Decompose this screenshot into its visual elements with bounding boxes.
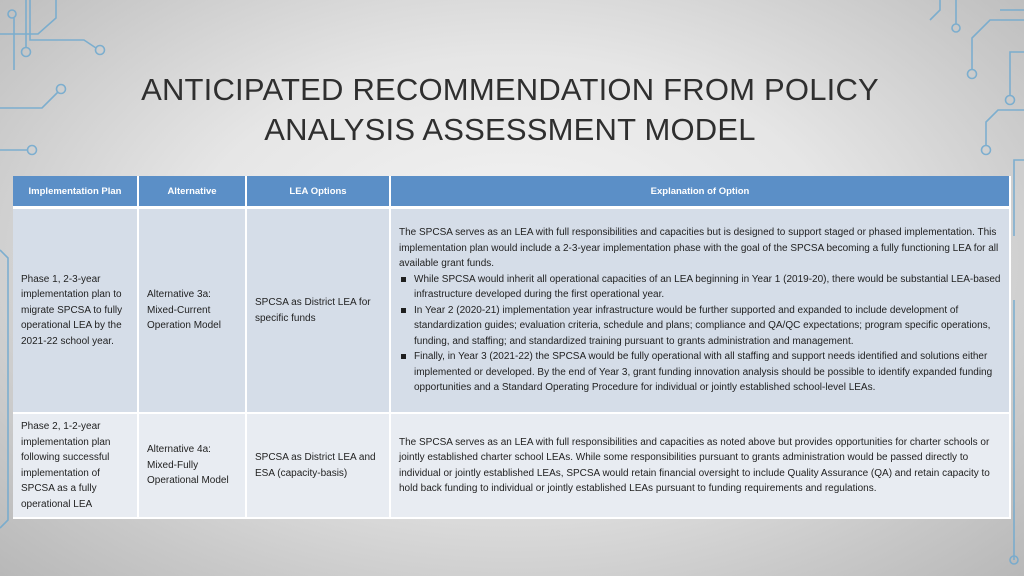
cell-lea-option: SPCSA as District LEA for specific funds — [247, 209, 391, 414]
header-lea-options: LEA Options — [247, 176, 391, 209]
bullet-text: In Year 2 (2020-21) implementation year infrastructure would be further supported and expanded to include development of standardization guides; evaluation criteria, schedule and plans; compliance and QA/QC expectations; program specific operations, funding, and staffing; and standardized training pursuant to grants administration and management. — [414, 304, 991, 347]
title-line-2: ANALYSIS ASSESSMENT MODEL — [264, 112, 756, 147]
bullet-text: While SPCSA would inherit all operational capacities of an LEA beginning in Year 1 (2019-20), there would be substantial LEA-based infrastructure developed during the first operational year. — [414, 273, 1001, 301]
cell-alternative: Alternative 3a: Mixed-Current Operation Model — [139, 209, 247, 414]
cell-explanation — [391, 414, 1011, 519]
title-line-1: ANTICIPATED RECOMMENDATION FROM POLICY — [141, 72, 879, 107]
cell-plan: Phase 1, 2-3-year implementation plan to migrate SPCSA to fully operational LEA by the 2021-22 school year. — [13, 209, 139, 414]
list-item — [399, 303, 1001, 350]
cell-explanation — [391, 209, 1011, 414]
header-explanation: Explanation of Option — [391, 176, 1011, 209]
cell-plan: Phase 2, 1-2-year implementation plan following successful implementation of SPCSA as a fully operational LEA — [13, 414, 139, 519]
header-alternative: Alternative — [139, 176, 247, 209]
explanation-intro: The SPCSA serves as an LEA with full responsibilities and capacities but is designed to support staged or phased implementation. This implementation plan would include a 2-3-year implementation phase with the goal of the SPCSA becoming a fully functioning LEA for all available grant funds. — [399, 227, 999, 270]
bullet-square-icon — [401, 354, 406, 359]
table-row — [13, 414, 1011, 519]
bullet-square-icon — [401, 308, 406, 313]
table-header-row — [13, 176, 1011, 209]
list-item — [399, 272, 1001, 303]
bullet-text: Finally, in Year 3 (2021-22) the SPCSA would be fully operational with all staffing and support needs identified and solutions either implemented or developed. By the end of Year 3, grant funding innovation analysis should be possible to identify expanded funding opportunities and a Standard Operating Procedure for individual or jointly established school-level LEAs. — [414, 351, 993, 394]
cell-alternative: Alternative 4a: Mixed-Fully Operational Model — [139, 414, 247, 519]
explanation-bullet-list — [399, 272, 1001, 396]
bullet-square-icon — [401, 277, 406, 282]
table-row — [13, 209, 1011, 414]
page-title — [100, 70, 920, 150]
recommendation-table — [13, 176, 1011, 519]
list-item — [399, 349, 1001, 396]
header-implementation-plan: Implementation Plan — [13, 176, 139, 209]
explanation-intro: The SPCSA serves as an LEA with full responsibilities and capacities as noted above but provides opportunities for charter schools or jointly established charter school LEAs. While some responsibilities pursuant to grants administration would be passed directly to individual or jointly established LEAs, SPCSA would retain financial oversight to include Quality Assurance (QA) and retain capacity to hold back funding to individual or jointly established LEAs pursuant to funding requirements and regulations. — [399, 436, 990, 494]
cell-lea-option: SPCSA as District LEA and ESA (capacity-basis) — [247, 414, 391, 519]
